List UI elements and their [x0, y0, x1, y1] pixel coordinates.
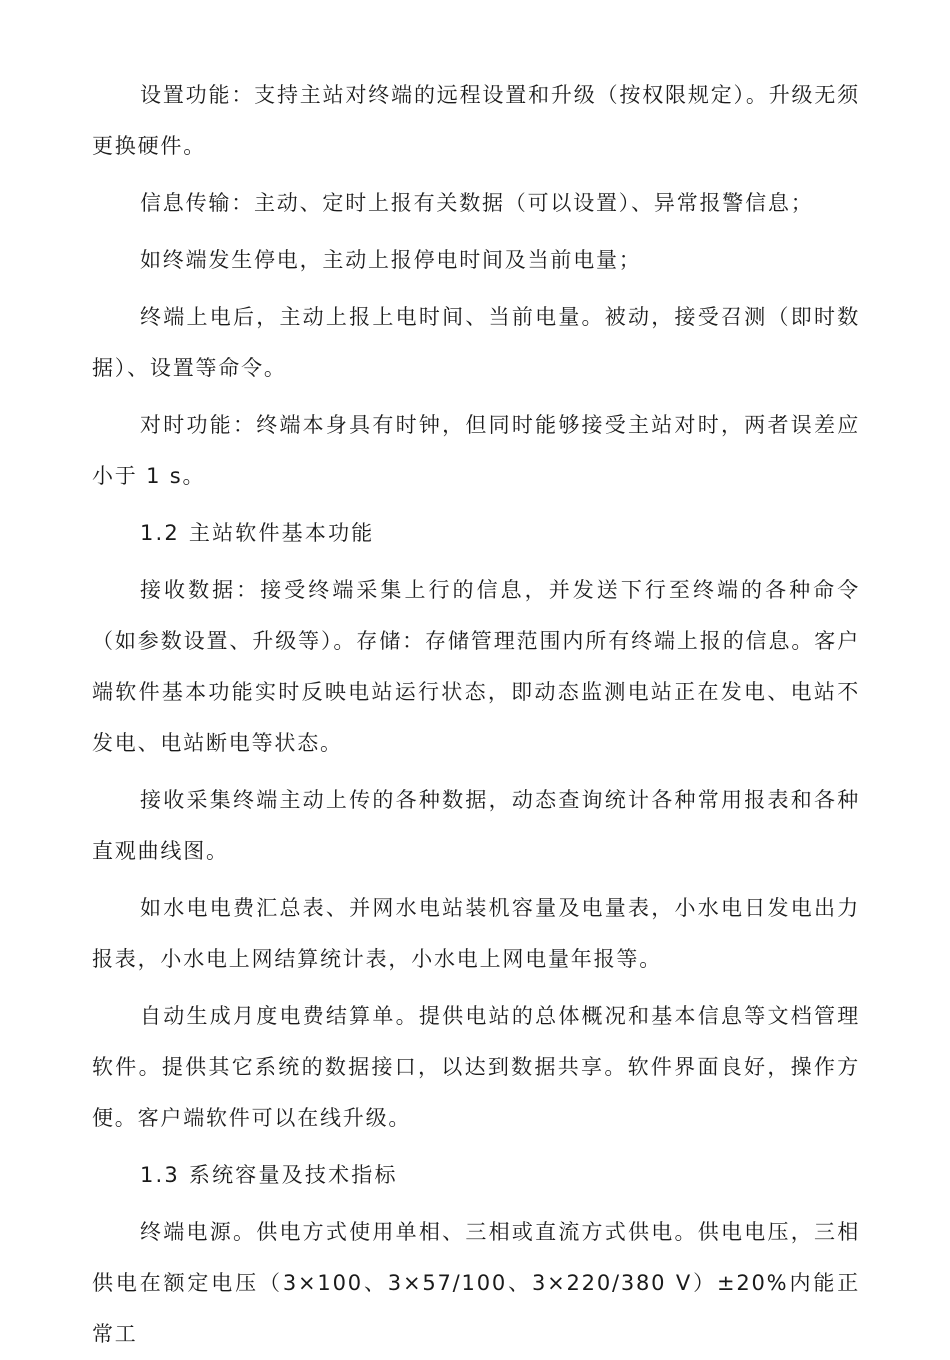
section-heading-1-3: 1.3 系统容量及技术指标	[140, 1163, 398, 1187]
paragraph-power-on: 终端上电后，主动上报上电时间、当前电量。被动，接受召测（即时数据）、设置等命令。	[92, 305, 860, 380]
paragraph-terminal-power: 终端电源。供电方式使用单相、三相或直流方式供电。供电电压，三相供电在额定电压（3×100、3×57/100、3×220/380 V）±20%内能正常工	[92, 1220, 860, 1346]
paragraph-monthly-bill: 自动生成月度电费结算单。提供电站的总体概况和基本信息等文档管理软件。提供其它系统的数据接口，以达到数据共享。软件界面良好，操作方便。客户端软件可以在线升级。	[92, 1004, 860, 1130]
paragraph-power-outage: 如终端发生停电，主动上报停电时间及当前电量；	[140, 248, 642, 272]
paragraph-receive-data: 接收数据：接受终端采集上行的信息，并发送下行至终端的各种命令（如参数设置、升级等）。存储：存储管理范围内所有终端上报的信息。客户端软件基本功能实时反映电站运行状态，即动态监测电站正在发电、电站不发电、电站断电等状态。	[92, 578, 860, 755]
paragraph-report-examples: 如水电电费汇总表、并网水电站装机容量及电量表，小水电日发电出力报表，小水电上网结算统计表，小水电上网电量年报等。	[92, 896, 860, 971]
section-heading-1-2: 1.2 主站软件基本功能	[140, 521, 375, 545]
document-page	[92, 70, 860, 1360]
paragraph-receive-terminal-data: 接收采集终端主动上传的各种数据，动态查询统计各种常用报表和各种直观曲线图。	[92, 788, 860, 863]
paragraph-setting-function: 设置功能：支持主站对终端的远程设置和升级（按权限规定）。升级无须更换硬件。	[92, 83, 860, 158]
paragraph-info-transmission: 信息传输：主动、定时上报有关数据（可以设置）、异常报警信息；	[140, 191, 814, 215]
paragraph-time-sync: 对时功能：终端本身具有时钟，但同时能够接受主站对时，两者误差应小于 1 s。	[92, 413, 860, 488]
